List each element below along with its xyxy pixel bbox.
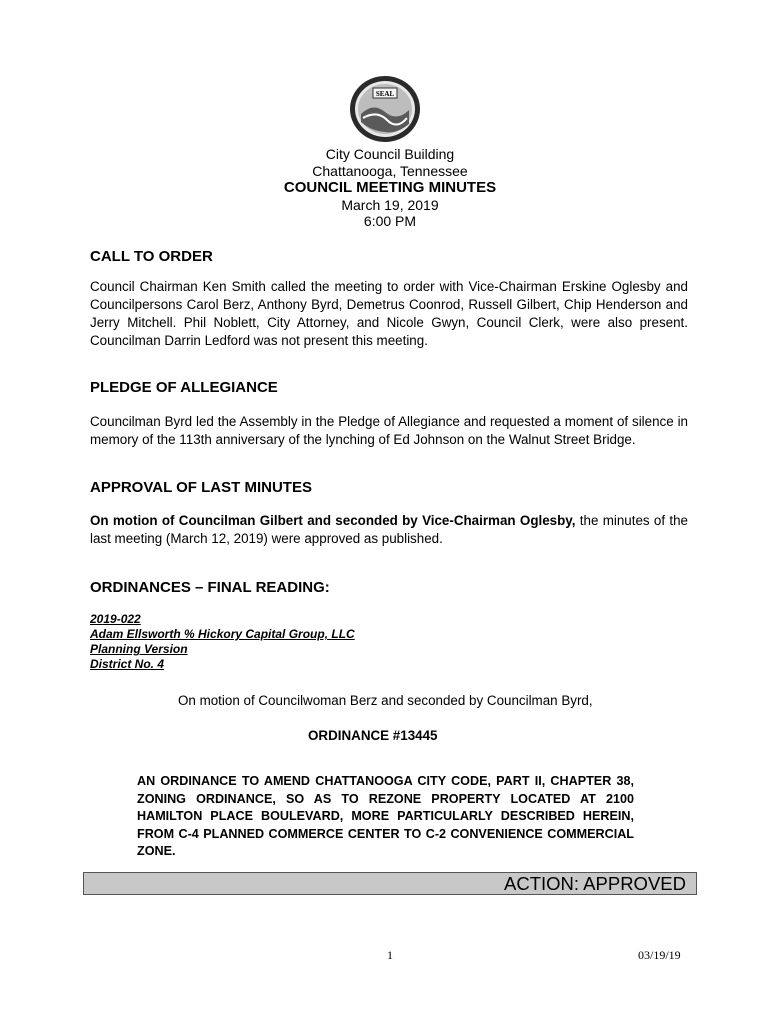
ordinance-applicant: Adam Ellsworth % Hickory Capital Group, LLC <box>90 627 355 641</box>
ordinance-title: ORDINANCE #13445 <box>308 728 438 743</box>
seal-text: SEAL <box>375 90 395 98</box>
pledge-heading: PLEDGE OF ALLEGIANCE <box>90 379 278 396</box>
meeting-time: 6:00 PM <box>363 213 417 229</box>
call-to-order-heading: CALL TO ORDER <box>90 248 213 265</box>
action-bar <box>83 872 697 895</box>
ordinance-number: 2019-022 <box>90 612 141 626</box>
approval-heading: APPROVAL OF LAST MINUTES <box>90 479 312 496</box>
ordinance-version: Planning Version <box>90 642 188 656</box>
city-name: Chattanooga, Tennessee <box>312 163 468 179</box>
approval-result: the minutes of the last meeting (March 12, 2019) were approved as published. <box>90 513 688 546</box>
approval-text <box>90 512 688 548</box>
footer-date: 03/19/19 <box>638 948 681 962</box>
page-number: 1 <box>387 948 393 962</box>
ordinances-heading: ORDINANCES – FINAL READING: <box>90 579 330 596</box>
ordinance-text: AN ORDINANCE TO AMEND CHATTANOOGA CITY CODE, PART II, CHAPTER 38, ZONING ORDINANCE, SO AS TO REZONE PROPERTY LOCATED AT 2100 HAMILTON PLACE BOULEVARD, MORE PARTICULARLY DESCRIBED HEREIN, FROM C-4 PLANNED COMMERCE CENTER TO C-2 CONVENIENCE COMMERCIAL ZONE. <box>137 774 634 858</box>
ordinance-district: District No. 4 <box>90 657 165 671</box>
call-to-order-text: Council Chairman Ken Smith called the meeting to order with Vice-Chairman Erskine Oglesby and Councilpersons Carol Berz, Anthony Byrd, Demetrus Coonrod, Russell Gilbert, Chip Henderson and Jerry Mitchell. Phil Noblett, City Attorney, and Nicole Gwyn, Council Clerk, were also present. Councilman Darrin Ledford was not present this meeting. <box>90 279 688 348</box>
ordinance-motion: On motion of Councilwoman Berz and seconded by Councilman Byrd, <box>178 693 593 708</box>
approval-motion: On motion of Councilman Gilbert and seconded by Vice-Chairman Oglesby, <box>90 513 576 528</box>
meeting-date: March 19, 2019 <box>341 197 439 213</box>
action-status: ACTION: APPROVED <box>504 873 686 894</box>
page-title: COUNCIL MEETING MINUTES <box>283 179 497 196</box>
building-name: City Council Building <box>325 146 455 162</box>
city-seal-logo <box>347 74 423 144</box>
pledge-text: Councilman Byrd led the Assembly in the Pledge of Allegiance and requested a moment of silence in memory of the 113th anniversary of the lynching of Ed Johnson on the Walnut Street Bridge. <box>90 414 688 447</box>
